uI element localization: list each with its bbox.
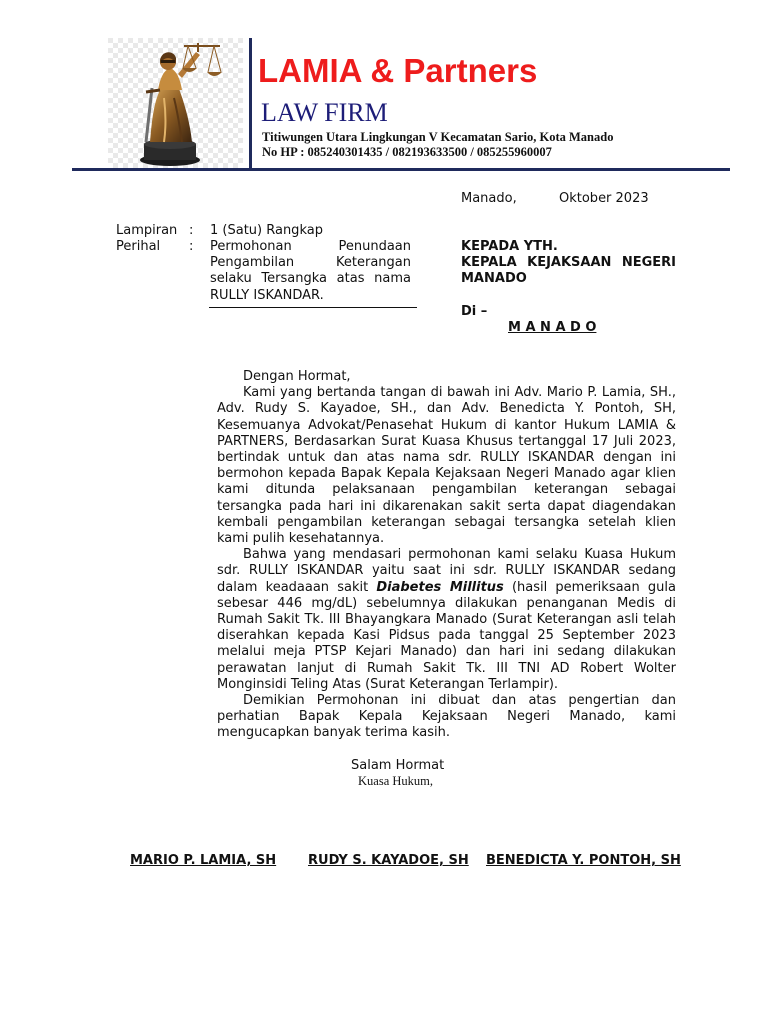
- letterhead-vertical-rule: [249, 38, 252, 168]
- letter-date: Oktober 2023: [559, 191, 649, 206]
- body-paragraph-3: Demikian Permohonan ini dibuat dan atas pengertian dan perhatian Bapak Kepala Kejaksaan Negeri Manado, kami mengucapkan banyak terima kasih.: [217, 693, 676, 741]
- lampiran-label: Lampiran: [116, 223, 178, 238]
- signatory-rudy: RUDY S. KAYADOE, SH: [308, 853, 469, 868]
- perihal-underline: [209, 307, 417, 308]
- firm-address: Titiwungen Utara Lingkungan V Kecamatan Sario, Kota Manado: [262, 130, 614, 144]
- recipient-city: M A N A D O: [508, 320, 597, 335]
- firm-phone: No HP : 085240301435 / 082193633500 / 085255960007: [262, 145, 552, 159]
- recipient-line2: KEPALA KEJAKSAAN NEGERI: [461, 255, 676, 270]
- perihal-line: Pengambilan Keterangan: [210, 255, 411, 271]
- signatory-mario: MARIO P. LAMIA, SH: [130, 853, 277, 868]
- firm-type: LAW FIRM: [261, 98, 388, 127]
- greeting: Dengan Hormat,: [243, 369, 351, 384]
- letterhead-horizontal-rule: [72, 168, 730, 171]
- letter-body: [217, 369, 676, 742]
- diagnosis-emphasis: Diabetes Millitus: [376, 579, 504, 595]
- recipient-di: Di –: [461, 304, 488, 319]
- closing-kuasa: Kuasa Hukum,: [358, 774, 433, 788]
- place: Manado,: [461, 191, 517, 206]
- perihal-text: [210, 239, 411, 304]
- lampiran-value: 1 (Satu) Rangkap: [210, 223, 323, 238]
- perihal-colon: :: [189, 239, 194, 254]
- lampiran-colon: :: [189, 223, 194, 238]
- signatory-benedicta: BENEDICTA Y. PONTOH, SH: [486, 853, 681, 868]
- perihal-line: RULLY ISKANDAR.: [210, 287, 324, 303]
- body-paragraph-2: [217, 547, 676, 693]
- perihal-line: Permohonan Penundaan: [210, 239, 411, 254]
- closing-salam: Salam Hormat: [351, 758, 445, 773]
- recipient-line1: KEPADA YTH.: [461, 239, 558, 254]
- body-paragraph-1: Kami yang bertanda tangan di bawah ini Adv. Mario P. Lamia, SH., Adv. Rudy S. Kayadoe, SH., dan Adv. Benedicta Y. Pontoh, SH, Kesemuanya Advokat/Penasehat Hukum di kantor Hukum LAMIA & PARTNERS, Berdasarkan Surat Kuasa Khusus tertanggal 17 Juli 2023, bertindak untuk dan atas nama sdr. RULLY ISKANDAR dengan ini bermohon kepada Bapak Kepala Kejaksaan Negeri Manado agar klien kami ditunda pelaksanaan pengambilan keterangan sebagai tersangka pada hari ini dikarenakan sakit serta dapat diagendakan kembali pengambilan keterangan sebagai tersangka setelah klien kami pulih kesehatannya.: [217, 385, 676, 547]
- lady-justice-logo: [108, 38, 243, 168]
- perihal-line: selaku Tersangka atas nama: [210, 271, 411, 287]
- body-paragraph-2-pre: Bahwa yang mendasari permohonan kami selaku Kuasa Hukum sdr. RULLY ISKANDAR yaitu saat ini sdr. RULLY ISKANDAR sedang dalam keadaaan sakit: [217, 547, 676, 595]
- body-paragraph-2-post: (hasil pemeriksaan gula sebesar 446 mg/dL) sebelumnya dilakukan penanganan Medis di Rumah Sakit Tk. III Bhayangkara Manado (Surat Keterangan asli telah diserahkan kepada Kasi Pidsus pada tanggal 25 September 2023 melalui meja PTSP Kejari Manado) dan hari ini sedang dilakukan perawatan lanjut di Rumah Sakit Tk. III TNI AD Robert Wolter Monginsidi Teling Atas (Surat Keterangan Terlampir).: [217, 579, 676, 692]
- recipient-line3: MANADO: [461, 271, 527, 286]
- lady-justice-statue-icon: [108, 38, 243, 168]
- firm-name: LAMIA & Partners: [258, 52, 538, 89]
- perihal-label: Perihal: [116, 239, 161, 254]
